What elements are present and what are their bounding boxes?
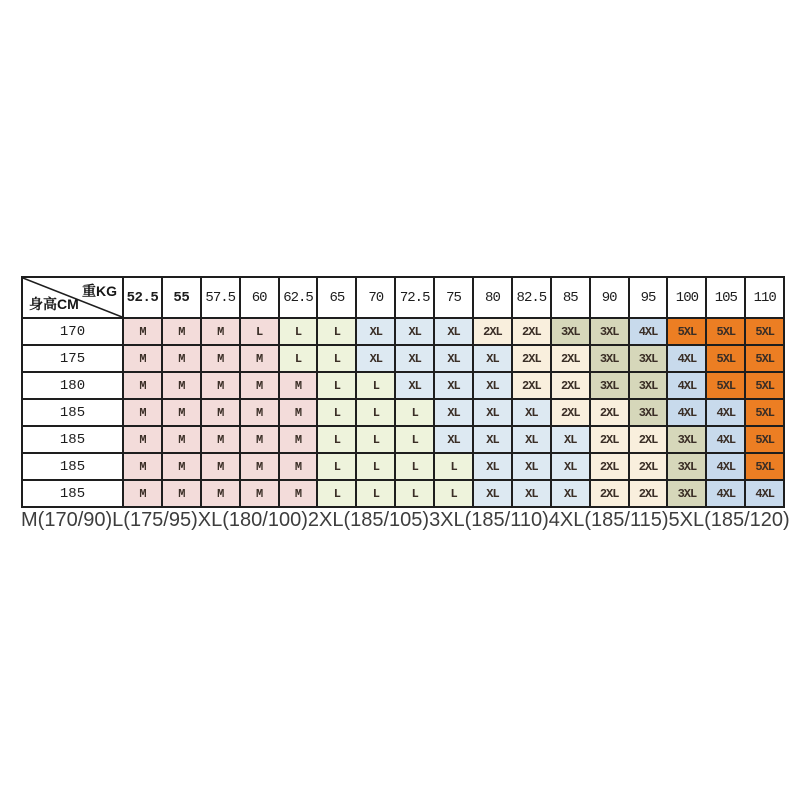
legend-item: XL(180/100) — [197, 509, 308, 531]
height-header-cell: 175 — [22, 345, 123, 372]
table-row — [22, 345, 784, 372]
table-row — [22, 372, 784, 399]
size-cell: XL — [473, 480, 512, 507]
table-header-row — [22, 277, 784, 318]
size-cell: M — [240, 453, 279, 480]
height-header-cell: 185 — [22, 399, 123, 426]
size-cell: XL — [473, 345, 512, 372]
size-cell: 3XL — [551, 318, 590, 345]
axis-corner-cell — [22, 277, 123, 318]
size-cell: XL — [551, 453, 590, 480]
size-cell: M — [201, 480, 240, 507]
weight-header-cell: 52.5 — [123, 277, 162, 318]
legend-item: 2XL(185/105) — [307, 509, 430, 531]
size-cell: M — [123, 453, 162, 480]
size-cell: XL — [434, 318, 473, 345]
weight-header-cell: 62.5 — [279, 277, 318, 318]
size-cell: 2XL — [473, 318, 512, 345]
size-cell: M — [279, 480, 318, 507]
weight-header-cell: 82.5 — [512, 277, 551, 318]
size-cell: L — [356, 426, 395, 453]
size-cell: M — [162, 426, 201, 453]
size-cell: 5XL — [706, 372, 745, 399]
weight-header-cell: 85 — [551, 277, 590, 318]
size-cell: M — [279, 426, 318, 453]
size-cell: L — [356, 399, 395, 426]
size-cell: XL — [356, 318, 395, 345]
size-cell: XL — [473, 453, 512, 480]
height-header-cell: 185 — [22, 480, 123, 507]
table-row — [22, 453, 784, 480]
size-cell: 4XL — [667, 345, 706, 372]
size-cell: L — [434, 480, 473, 507]
height-header-cell: 180 — [22, 372, 123, 399]
size-cell: 4XL — [706, 480, 745, 507]
size-cell: 4XL — [667, 372, 706, 399]
size-cell: L — [356, 453, 395, 480]
size-cell: 5XL — [706, 345, 745, 372]
size-cell: XL — [512, 426, 551, 453]
size-table-wrap — [21, 276, 785, 508]
size-cell: L — [317, 453, 356, 480]
size-cell: 5XL — [745, 372, 784, 399]
size-cell: 5XL — [667, 318, 706, 345]
size-cell: 2XL — [551, 345, 590, 372]
size-cell: 2XL — [629, 426, 668, 453]
size-cell: 2XL — [551, 399, 590, 426]
size-cell: XL — [551, 426, 590, 453]
size-cell: M — [123, 318, 162, 345]
size-cell: 5XL — [745, 453, 784, 480]
table-row — [22, 318, 784, 345]
weight-header-cell: 100 — [667, 277, 706, 318]
size-cell: XL — [395, 345, 434, 372]
weight-header-cell: 95 — [629, 277, 668, 318]
size-cell: L — [317, 345, 356, 372]
size-cell: XL — [434, 399, 473, 426]
size-cell: XL — [434, 426, 473, 453]
size-cell: XL — [473, 399, 512, 426]
size-cell: M — [162, 453, 201, 480]
size-cell: L — [395, 453, 434, 480]
size-cell: M — [123, 480, 162, 507]
size-cell: M — [279, 399, 318, 426]
size-table — [21, 276, 785, 508]
size-cell: M — [162, 480, 201, 507]
size-cell: 3XL — [629, 372, 668, 399]
size-cell: M — [201, 399, 240, 426]
size-cell: XL — [512, 399, 551, 426]
size-cell: M — [201, 318, 240, 345]
size-cell: XL — [395, 372, 434, 399]
size-cell: L — [317, 480, 356, 507]
size-cell: 2XL — [590, 480, 629, 507]
weight-header-cell: 57.5 — [201, 277, 240, 318]
size-cell: 2XL — [590, 399, 629, 426]
size-cell: 5XL — [745, 345, 784, 372]
size-cell: M — [162, 345, 201, 372]
size-cell: 3XL — [629, 345, 668, 372]
size-cell: M — [162, 372, 201, 399]
size-cell: 2XL — [590, 426, 629, 453]
size-cell: XL — [395, 318, 434, 345]
legend-item: M(170/90) — [21, 509, 113, 531]
weight-header-cell: 72.5 — [395, 277, 434, 318]
size-cell: 4XL — [629, 318, 668, 345]
size-cell: M — [240, 345, 279, 372]
size-cell: 2XL — [629, 480, 668, 507]
size-cell: 5XL — [706, 318, 745, 345]
weight-header-cell: 105 — [706, 277, 745, 318]
weight-header-cell: 75 — [434, 277, 473, 318]
size-cell: 4XL — [706, 453, 745, 480]
size-cell: 3XL — [590, 345, 629, 372]
size-cell: 5XL — [745, 426, 784, 453]
size-cell: XL — [551, 480, 590, 507]
size-cell: L — [395, 426, 434, 453]
size-cell: M — [162, 399, 201, 426]
size-cell: M — [201, 453, 240, 480]
legend-item: 4XL(185/115) — [548, 509, 669, 531]
weight-header-cell: 90 — [590, 277, 629, 318]
size-cell: 3XL — [667, 426, 706, 453]
size-cell: 3XL — [667, 453, 706, 480]
weight-header-cell: 55 — [162, 277, 201, 318]
size-cell: L — [356, 480, 395, 507]
size-cell: 2XL — [629, 453, 668, 480]
size-cell: XL — [434, 372, 473, 399]
size-cell: 3XL — [590, 318, 629, 345]
weight-header-cell: 70 — [356, 277, 395, 318]
size-cell: L — [317, 318, 356, 345]
size-cell: 2XL — [512, 372, 551, 399]
size-cell: M — [240, 399, 279, 426]
table-row — [22, 480, 784, 507]
size-cell: M — [123, 345, 162, 372]
size-cell: M — [201, 345, 240, 372]
height-header-cell: 185 — [22, 426, 123, 453]
size-cell: L — [317, 372, 356, 399]
table-row — [22, 426, 784, 453]
size-cell: L — [395, 480, 434, 507]
weight-axis-label: 重KG — [82, 283, 117, 299]
size-legend — [21, 509, 790, 532]
size-cell: 5XL — [745, 399, 784, 426]
size-cell: M — [240, 372, 279, 399]
size-cell: 2XL — [590, 453, 629, 480]
size-cell: M — [201, 372, 240, 399]
height-axis-label: 身高CM — [29, 296, 79, 312]
size-cell: 3XL — [667, 480, 706, 507]
weight-header-cell: 110 — [745, 277, 784, 318]
size-cell: XL — [473, 372, 512, 399]
weight-header-cell: 60 — [240, 277, 279, 318]
size-cell: M — [240, 480, 279, 507]
size-cell: L — [434, 453, 473, 480]
size-cell: M — [201, 426, 240, 453]
size-cell: 3XL — [590, 372, 629, 399]
size-cell: M — [123, 426, 162, 453]
size-cell: M — [162, 318, 201, 345]
size-cell: 2XL — [551, 372, 590, 399]
size-cell: L — [317, 426, 356, 453]
legend-item: 3XL(185/110) — [429, 509, 549, 531]
size-cell: L — [279, 318, 318, 345]
size-cell: 4XL — [706, 399, 745, 426]
legend-item: L(175/95) — [112, 509, 198, 531]
size-cell: M — [279, 453, 318, 480]
size-cell: 4XL — [706, 426, 745, 453]
size-cell: 4XL — [667, 399, 706, 426]
height-header-cell: 185 — [22, 453, 123, 480]
weight-header-cell: 65 — [317, 277, 356, 318]
legend-item: 5XL(185/120) — [668, 509, 790, 531]
size-cell: 4XL — [745, 480, 784, 507]
size-cell: L — [317, 399, 356, 426]
size-cell: XL — [512, 453, 551, 480]
table-row — [22, 399, 784, 426]
size-cell: L — [356, 372, 395, 399]
size-cell: 3XL — [629, 399, 668, 426]
size-cell: L — [279, 345, 318, 372]
size-cell: XL — [512, 480, 551, 507]
size-cell: XL — [356, 345, 395, 372]
size-cell: XL — [434, 345, 473, 372]
size-cell: 2XL — [512, 318, 551, 345]
size-cell: L — [240, 318, 279, 345]
size-cell: 5XL — [745, 318, 784, 345]
height-header-cell: 170 — [22, 318, 123, 345]
size-cell: M — [123, 372, 162, 399]
size-cell: M — [279, 372, 318, 399]
size-cell: XL — [473, 426, 512, 453]
size-cell: L — [395, 399, 434, 426]
size-cell: M — [123, 399, 162, 426]
weight-header-cell: 80 — [473, 277, 512, 318]
size-cell: M — [240, 426, 279, 453]
size-cell: 2XL — [512, 345, 551, 372]
